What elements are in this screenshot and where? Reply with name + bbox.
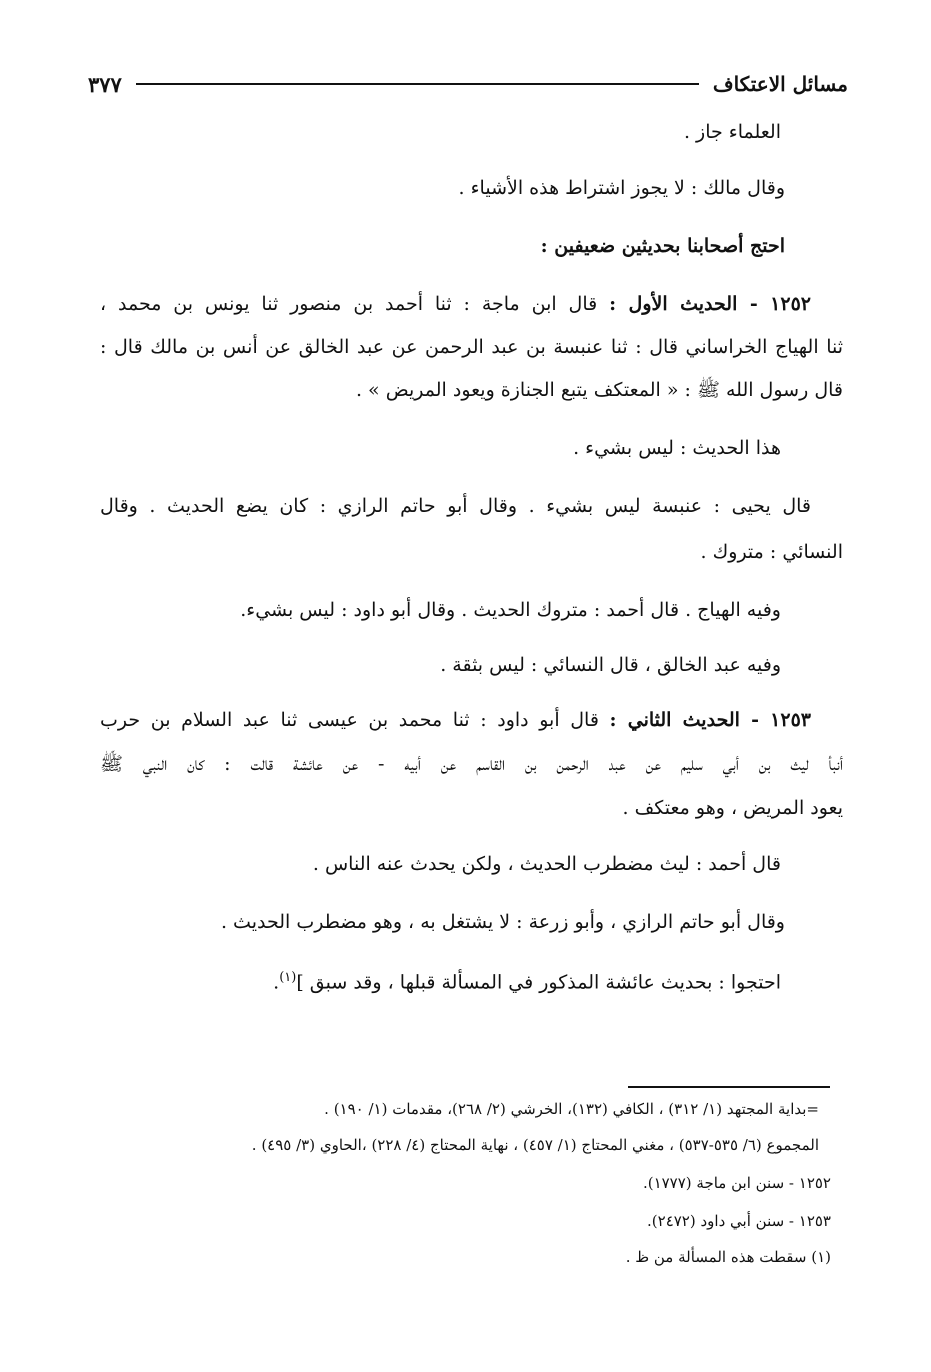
page-header [88,66,848,102]
text-line: أنبأ ليث بن أبي سليم عن عبد الرحمن بن القاسم عن أبيه - عن عائشة قالت : كان النبي ﷺ [100,753,843,775]
footnote-line: (١) سقطت هذه المسألة من ظ . [625,1248,831,1266]
text-line: قال يحيى : عنبسة ليس بشيء . وقال أبو حاتم الرازي : كان يضع الحديث . وقال [100,495,811,517]
text-line: ثنا الهياج الخراساني قال : ثنا عنبسة بن عبد الرحمن عن عبد الخالق عن أنس بن مالك قال : [100,336,843,358]
text-line: وفيه الهياج . قال أحمد : متروك الحديث . وقال أبو داود : ليس بشيء. [240,599,781,621]
footnote-line: ١٢٥٣ - سنن أبي داود (٢٤٧٢). [647,1212,831,1230]
footnote-divider [628,1086,830,1088]
footnote-line: المجموع (٦/ ٥٣٥-٥٣٧) ، مغني المحتاج (١/ ٤٥٧) ، نهاية المحتاج (٤/ ٢٢٨) ،الحاوي (٣/ ٤٩٥) . [251,1136,819,1154]
hadith-1252-first-line [100,290,811,318]
hadith-number-heading: ١٢٥٢ - الحديث الأول : [609,293,811,315]
footnote-line: =بداية المجتهد (١/ ٣١٢) ، الكافي (١٣٢)، الخرشي (٢/ ٢٦٨)، مقدمات (١/ ١٩٠) . [324,1100,819,1118]
hadith-number-heading: ١٢٥٣ - الحديث الثاني : [609,709,811,731]
text-line: العلماء جاز . [683,121,781,143]
text-line: وقال أبو حاتم الرازي ، وأبو زرعة : لا يشتغل به ، وهو مضطرب الحديث . [220,911,785,933]
text-line: قال أحمد : ليث مضطرب الحديث ، ولكن يحدث عنه الناس . [312,853,781,875]
hadith-isnad: قال ابن ماجة : ثنا أحمد بن منصور ثنا يونس بن محمد ، [100,293,598,315]
text-line: النسائي : متروك . [700,541,843,563]
text-line-end: . [273,971,280,994]
text-line: وقال مالك : لا يجوز اشتراط هذه الأشياء . [458,177,785,199]
text-line: قال رسول الله ﷺ : « المعتكف يتبع الجنازة ويعود المريض » . [355,379,843,401]
text-line: هذا الحديث : ليس بشيء . [573,437,781,459]
text-line: وفيه عبد الخالق ، قال النسائي : ليس بثقة . [440,654,781,676]
hadith-1253-first-line [100,706,811,734]
text-line [273,964,781,992]
section-heading: احتج أصحابنا بحديثين ضعيفين : [540,235,785,257]
footnote-marker: (١) [279,970,297,985]
footnote-line: ١٢٥٢ - سنن ابن ماجة (١٧٧٧). [642,1174,831,1192]
hadith-isnad: قال أبو داود : ثنا محمد بن عيسى ثنا عبد السلام بن حرب [100,709,599,731]
text-line: يعود المريض ، وهو معتكف . [622,797,843,819]
page-number: ٣٧٧ [88,71,122,97]
running-title: مسائل الاعتكاف [712,72,848,96]
header-rule [136,83,699,85]
text-line-main: احتجوا : بحديث عائشة المذكور في المسألة قبلها ، وقد سبق ] [296,971,781,994]
